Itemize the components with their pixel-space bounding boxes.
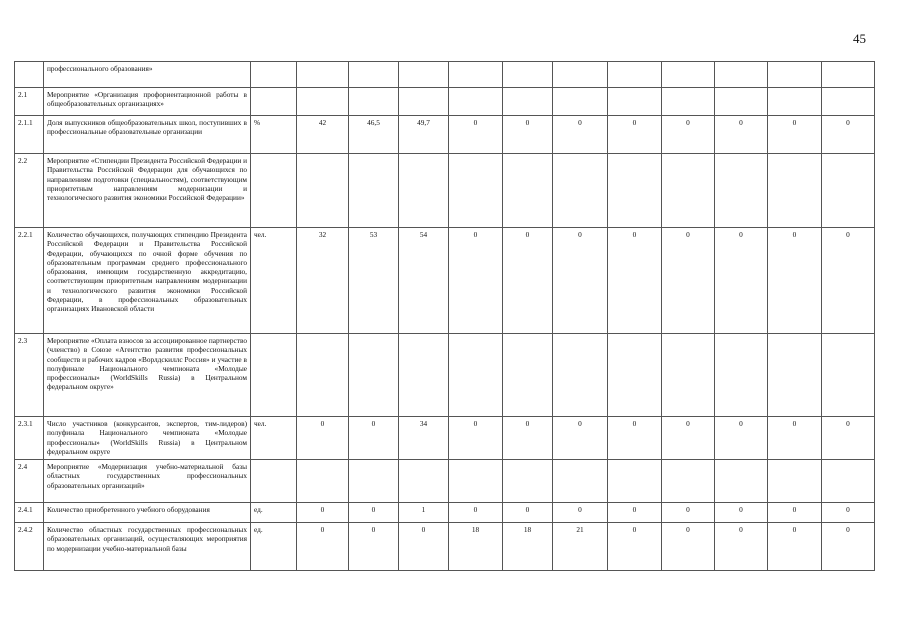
row-description: профессионального образования» [44,62,251,88]
row-value: 34 [399,417,449,460]
row-value [662,88,715,116]
row-value [553,460,608,503]
row-value [349,62,399,88]
row-value [715,88,768,116]
row-unit [251,62,297,88]
row-value [399,334,449,417]
row-description: Мероприятие «Стипендии Президента Российской Федерации и Правительства Российской Федерации для обучающихся по направлениям подготовки (специальностям), соответствующим приоритетным направлениям модернизации и технологического развития экономики Российской Федерации» [44,154,251,228]
row-value [608,62,662,88]
row-value [297,154,349,228]
row-value [297,334,349,417]
row-value [503,62,553,88]
row-number: 2.2.1 [15,228,44,334]
page-number: 45 [853,31,866,46]
row-description: Количество приобретенного учебного оборудования [44,503,251,523]
row-value [608,460,662,503]
row-value [608,334,662,417]
row-value [822,334,875,417]
row-value: 0 [449,116,503,154]
row-value [449,460,503,503]
row-value [715,62,768,88]
row-value: 0 [768,228,822,334]
row-value: 0 [297,503,349,523]
row-value: 18 [449,523,503,571]
row-value [449,154,503,228]
row-value: 0 [297,417,349,460]
row-value [503,334,553,417]
row-value [768,62,822,88]
row-unit: ед. [251,523,297,571]
row-value [768,460,822,503]
row-value [822,460,875,503]
row-value [297,88,349,116]
row-value [822,62,875,88]
row-value: 0 [553,503,608,523]
row-number: 2.4.2 [15,523,44,571]
table-row [15,62,875,88]
row-value: 0 [768,503,822,523]
row-value: 0 [715,417,768,460]
row-value [822,154,875,228]
row-description: Мероприятие «Организация профориентационной работы в общеобразовательных организациях» [44,88,251,116]
row-value [768,88,822,116]
row-value: 32 [297,228,349,334]
row-description: Мероприятие «Оплата взносов за ассоциированное партнерство (членство) в Союзе «Агентство развития профессиональных сообществ и рабочих кадров «Ворлдскиллс Россия» и участие в полуфинале Национального чемпионата «Молодые профессионалы» (WorldSkills Russia) в Центральном федеральном округе» [44,334,251,417]
table-row [15,154,875,228]
row-value [662,334,715,417]
row-unit: ед. [251,503,297,523]
row-value: 0 [608,228,662,334]
row-value: 0 [715,228,768,334]
row-number: 2.4.1 [15,503,44,523]
row-value: 53 [349,228,399,334]
row-value [553,62,608,88]
row-value: 0 [715,503,768,523]
row-description: Доля выпускников общеобразовательных школ, поступивших в профессиональные образовательные организации [44,116,251,154]
row-number: 2.3 [15,334,44,417]
row-value: 0 [608,503,662,523]
row-value: 0 [608,523,662,571]
row-description: Количество обучающихся, получающих стипендию Президента Российской Федерации и Правительства Российской Федерации, обучающихся по очной форме обучения по образовательным программам среднего профессионального образования, имеющим государственную аккредитацию, соответствующим приоритетным направлениям модернизации и технологического развития экономики Российской Федерации, в профессиональных образовательных организациях Ивановской области [44,228,251,334]
row-value: 0 [399,523,449,571]
table-row [15,334,875,417]
row-value: 0 [449,503,503,523]
row-description: Количество областных государственных профессиональных образовательных организаций, осуществляющих мероприятия по модернизации учебно-материальной базы [44,523,251,571]
row-value: 0 [768,116,822,154]
row-value [768,334,822,417]
row-number [15,62,44,88]
row-unit: чел. [251,417,297,460]
row-value [399,460,449,503]
row-value: 0 [662,503,715,523]
row-value: 0 [608,116,662,154]
row-value: 0 [608,417,662,460]
row-value: 0 [822,116,875,154]
row-unit [251,88,297,116]
row-value: 0 [822,503,875,523]
row-value: 0 [768,523,822,571]
row-value: 0 [503,503,553,523]
row-value [553,88,608,116]
row-unit [251,154,297,228]
row-value [297,62,349,88]
row-value: 0 [662,228,715,334]
row-value: 0 [449,417,503,460]
table-row [15,417,875,460]
row-unit [251,460,297,503]
row-value: 0 [662,417,715,460]
row-value [297,460,349,503]
row-value [553,154,608,228]
row-value [715,334,768,417]
row-description: Мероприятие «Модернизация учебно-материальной базы областных государственных профессиональных образовательных организаций» [44,460,251,503]
row-value [503,88,553,116]
row-value: 21 [553,523,608,571]
row-value [662,62,715,88]
table-row [15,88,875,116]
row-number: 2.3.1 [15,417,44,460]
row-value [449,334,503,417]
row-value [349,154,399,228]
row-value [449,62,503,88]
row-value: 42 [297,116,349,154]
row-value: 0 [349,503,399,523]
row-value: 0 [297,523,349,571]
row-value [399,88,449,116]
row-value [449,88,503,116]
table-row [15,523,875,571]
row-value [553,334,608,417]
row-number: 2.1.1 [15,116,44,154]
row-value: 0 [822,417,875,460]
row-value [822,88,875,116]
row-value: 0 [822,523,875,571]
table-row [15,116,875,154]
row-value: 0 [503,228,553,334]
table-row [15,460,875,503]
row-value: 0 [553,417,608,460]
table-row [15,503,875,523]
row-description: Число участников (конкурсантов, экспертов, тим-лидеров) полуфинала Национального чемпионата «Молодые профессионалы» (WorldSkills Russia) в Центральном федеральном округе [44,417,251,460]
row-unit: чел. [251,228,297,334]
row-value: 0 [349,523,399,571]
row-value [715,460,768,503]
row-value [349,460,399,503]
row-value: 0 [768,417,822,460]
row-number: 2.4 [15,460,44,503]
row-value: 49,7 [399,116,449,154]
row-value [608,154,662,228]
row-value: 1 [399,503,449,523]
row-value: 0 [503,116,553,154]
indicators-table [14,61,875,571]
row-value [399,62,449,88]
row-value: 0 [715,116,768,154]
row-value: 18 [503,523,553,571]
row-value: 0 [822,228,875,334]
row-value: 0 [553,116,608,154]
row-value: 0 [553,228,608,334]
row-value: 0 [715,523,768,571]
row-value [349,334,399,417]
row-value: 54 [399,228,449,334]
row-unit: % [251,116,297,154]
row-number: 2.1 [15,88,44,116]
row-value [662,154,715,228]
row-value: 46,5 [349,116,399,154]
row-value [715,154,768,228]
row-value [503,154,553,228]
row-number: 2.2 [15,154,44,228]
row-value: 0 [349,417,399,460]
row-value [608,88,662,116]
row-value [399,154,449,228]
row-value: 0 [449,228,503,334]
row-value: 0 [662,523,715,571]
row-value [662,460,715,503]
row-value [503,460,553,503]
row-unit [251,334,297,417]
row-value [768,154,822,228]
table-row [15,228,875,334]
row-value: 0 [662,116,715,154]
row-value: 0 [503,417,553,460]
row-value [349,88,399,116]
